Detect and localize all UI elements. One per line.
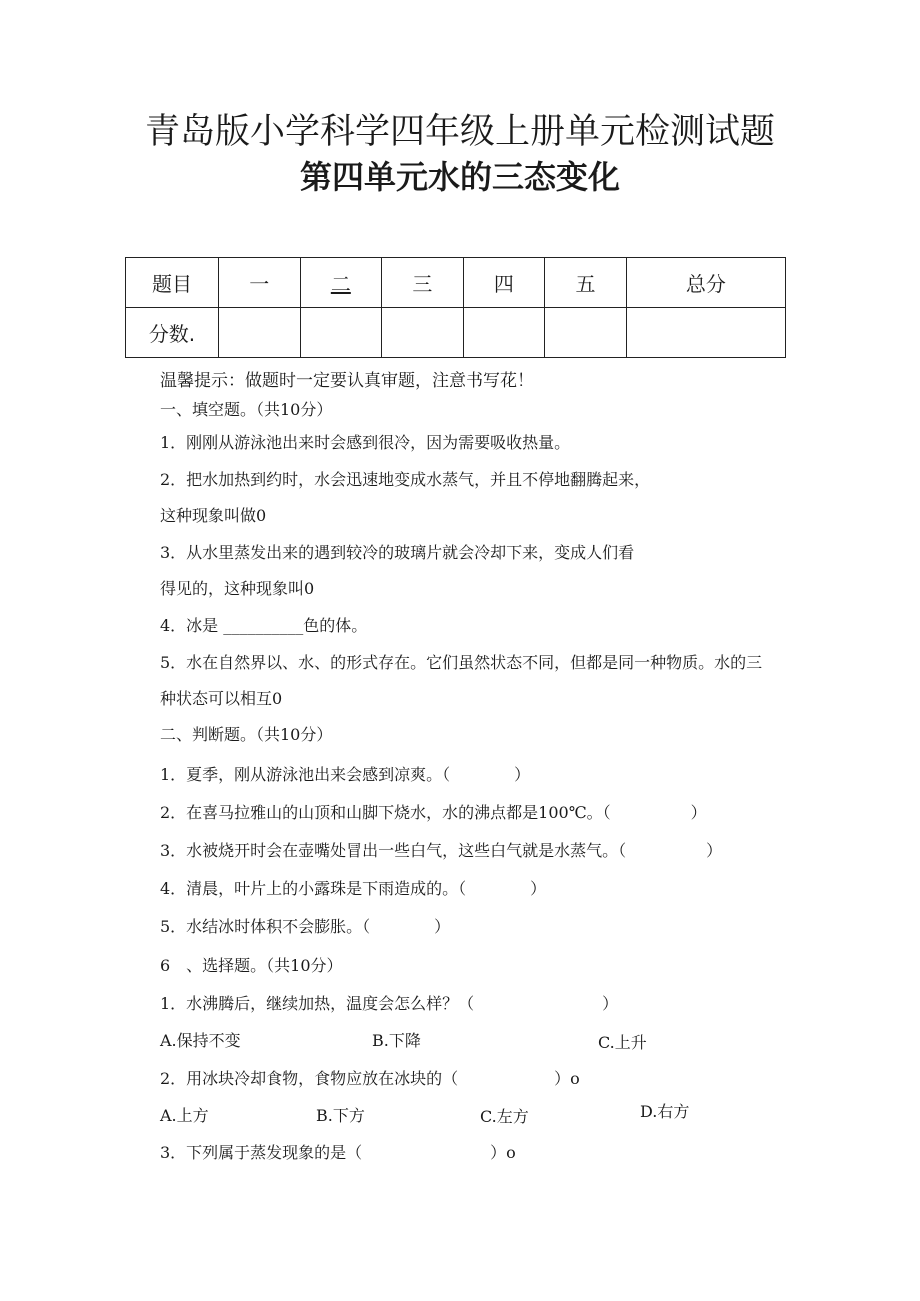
score-cell[interactable] <box>463 308 545 358</box>
score-table <box>125 257 786 358</box>
score-cell[interactable] <box>219 308 301 358</box>
judge-question-5: 5．水结冰时体积不会膨胀。（ ） <box>160 917 451 936</box>
fill-question-2: 2．把水加热到约时，水会迅速地变成水蒸气，并且不停地翻腾起来， <box>160 470 651 489</box>
choice-question-3: 3．下列属于蒸发现象的是（ ）o <box>160 1143 516 1162</box>
exam-title: 青岛版小学科学四年级上册单元检测试题 <box>144 112 775 152</box>
score-table-header-row <box>126 258 786 308</box>
score-header-cell: 一 <box>219 258 301 308</box>
judge-question-4: 4．清晨，叶片上的小露珠是下雨造成的。（ ） <box>160 879 547 898</box>
choice-question-1: 1．水沸腾后，继续加热，温度会怎么样？（ ） <box>160 994 619 1013</box>
score-header-cell: 四 <box>463 258 545 308</box>
choice-option-1a: A.保持不变 <box>160 1031 241 1050</box>
choice-option-1c: C.上升 <box>598 1033 647 1052</box>
section2-heading: 二、判断题。（共10分） <box>160 725 333 744</box>
fill-question-5: 5．水在自然界以、水、的形式存在。它们虽然状态不同，但都是同一种物质。水的三 <box>160 653 763 672</box>
score-table-score-row <box>126 308 786 358</box>
choice-option-2b: B.下方 <box>316 1106 365 1125</box>
section1-heading: 一、填空题。（共10分） <box>160 400 333 419</box>
score-cell[interactable] <box>545 308 627 358</box>
choice-option-2c: C.左方 <box>480 1107 529 1126</box>
choice-option-2d: D.右方 <box>640 1102 690 1121</box>
fill-question-2-cont: 这种现象叫做0 <box>160 506 267 525</box>
score-cell[interactable] <box>626 308 785 358</box>
score-row-label: 分数. <box>126 308 219 358</box>
score-header-cell: 题目 <box>126 258 219 308</box>
score-header-cell: 总分 <box>626 258 785 308</box>
score-cell[interactable] <box>300 308 382 358</box>
fill-question-1: 1．刚刚从游泳池出来时会感到很冷，因为需要吸收热量。 <box>160 433 571 452</box>
fill-question-3: 3．从水里蒸发出来的遇到较冷的玻璃片就会冷却下来，变成人们看 <box>160 543 635 562</box>
fill-question-3-cont: 得见的，这种现象叫0 <box>160 579 315 598</box>
unit-title: 第四单元水的三态变化 <box>299 158 620 196</box>
choice-option-1b: B.下降 <box>372 1031 421 1050</box>
score-header-cell: 二 <box>300 258 382 308</box>
choice-question-2: 2．用冰块冷却食物，食物应放在冰块的（ ）o <box>160 1069 580 1088</box>
section3-heading: 6 、选择题。（共10分） <box>160 956 343 975</box>
score-header-cell: 五 <box>545 258 627 308</box>
fill-question-4: 4．冰是 __________色的体。 <box>160 616 368 635</box>
score-cell[interactable] <box>382 308 464 358</box>
tip-text: 温馨提示：做题时一定要认真审题，注意书写花！ <box>160 371 534 391</box>
score-header-cell: 三 <box>382 258 464 308</box>
judge-question-2: 2．在喜马拉雅山的山顶和山脚下烧水，水的沸点都是100℃。（ ） <box>160 803 707 822</box>
judge-question-3: 3．水被烧开时会在壶嘴处冒出一些白气，这些白气就是水蒸气。（ ） <box>160 841 723 860</box>
fill-question-5-cont: 种状态可以相互0 <box>160 689 283 708</box>
choice-option-2a: A.上方 <box>160 1106 209 1125</box>
judge-question-1: 1．夏季，刚从游泳池出来会感到凉爽。（ ） <box>160 765 531 784</box>
